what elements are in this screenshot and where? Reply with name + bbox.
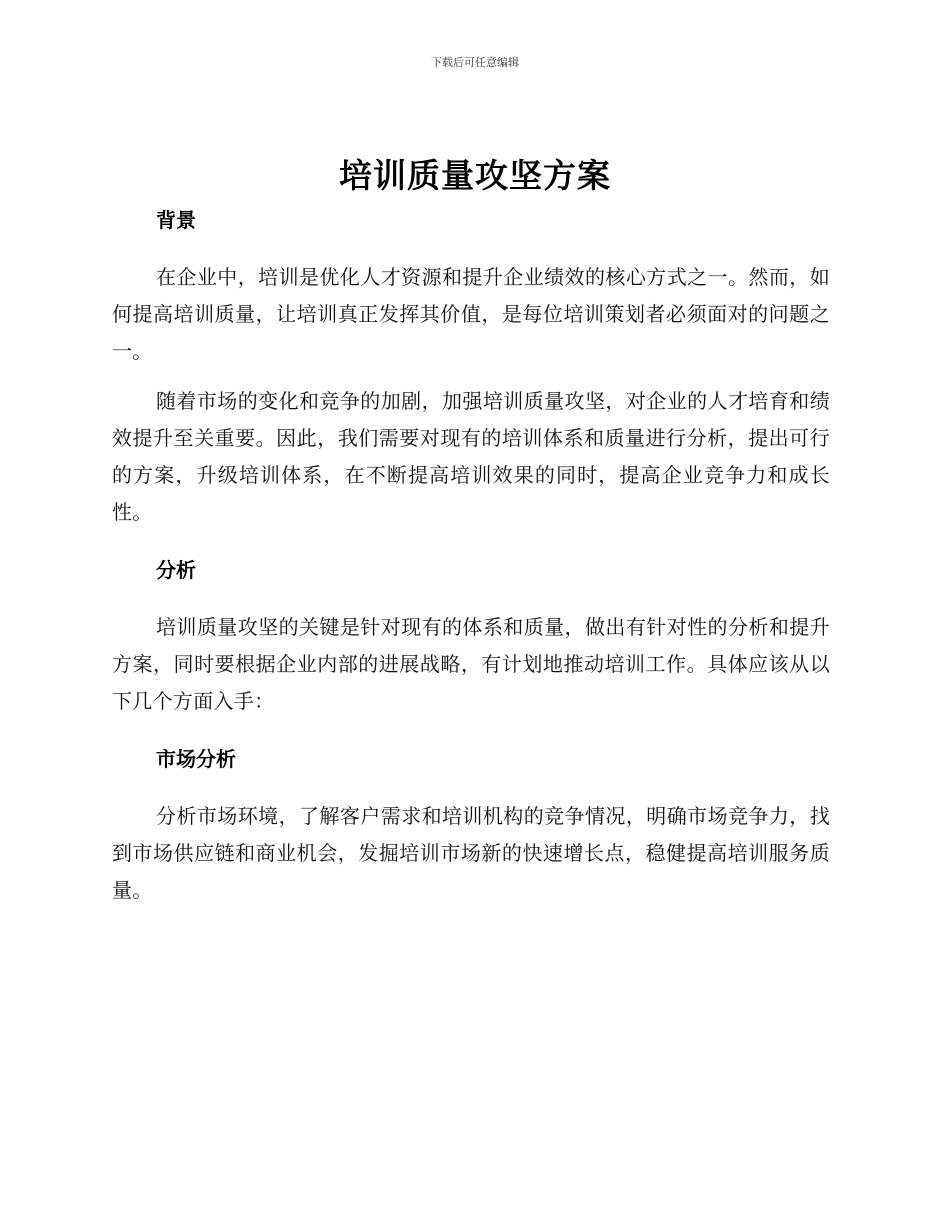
analysis-paragraph-1: 培训质量攻坚的关键是针对现有的体系和质量，做出有针对性的分析和提升方案，同时要根据企业内部的进展战略，有计划地推动培训工作。具体应该从以下几个方面入手： [112,615,830,713]
document-body [112,205,830,909]
section-heading-background: 背景 [156,208,196,232]
section-heading-analysis: 分析 [156,558,196,582]
background-paragraph-2: 随着市场的变化和竞争的加剧，加强培训质量攻坚，对企业的人才培育和绩效提升至关重要。因此，我们需要对现有的培训体系和质量进行分析，提出可行的方案，升级培训体系，在不断提高培训效果的同时，提高企业竞争力和成长性。 [112,389,830,524]
market-analysis-paragraph-1: 分析市场环境，了解客户需求和培训机构的竞争情况，明确市场竞争力，找到市场供应链和商业机会，发掘培训市场新的快速增长点，稳健提高培训服务质量。 [112,804,830,902]
page-header-note: 下载后可任意编辑 [431,56,519,69]
section-heading-market-analysis: 市场分析 [156,747,236,771]
background-paragraph-1: 在企业中，培训是优化人才资源和提升企业绩效的核心方式之一。然而，如何提高培训质量，让培训真正发挥其价值，是每位培训策划者必须面对的问题之一。 [112,265,830,363]
document-title: 培训质量攻坚方案 [339,156,611,195]
